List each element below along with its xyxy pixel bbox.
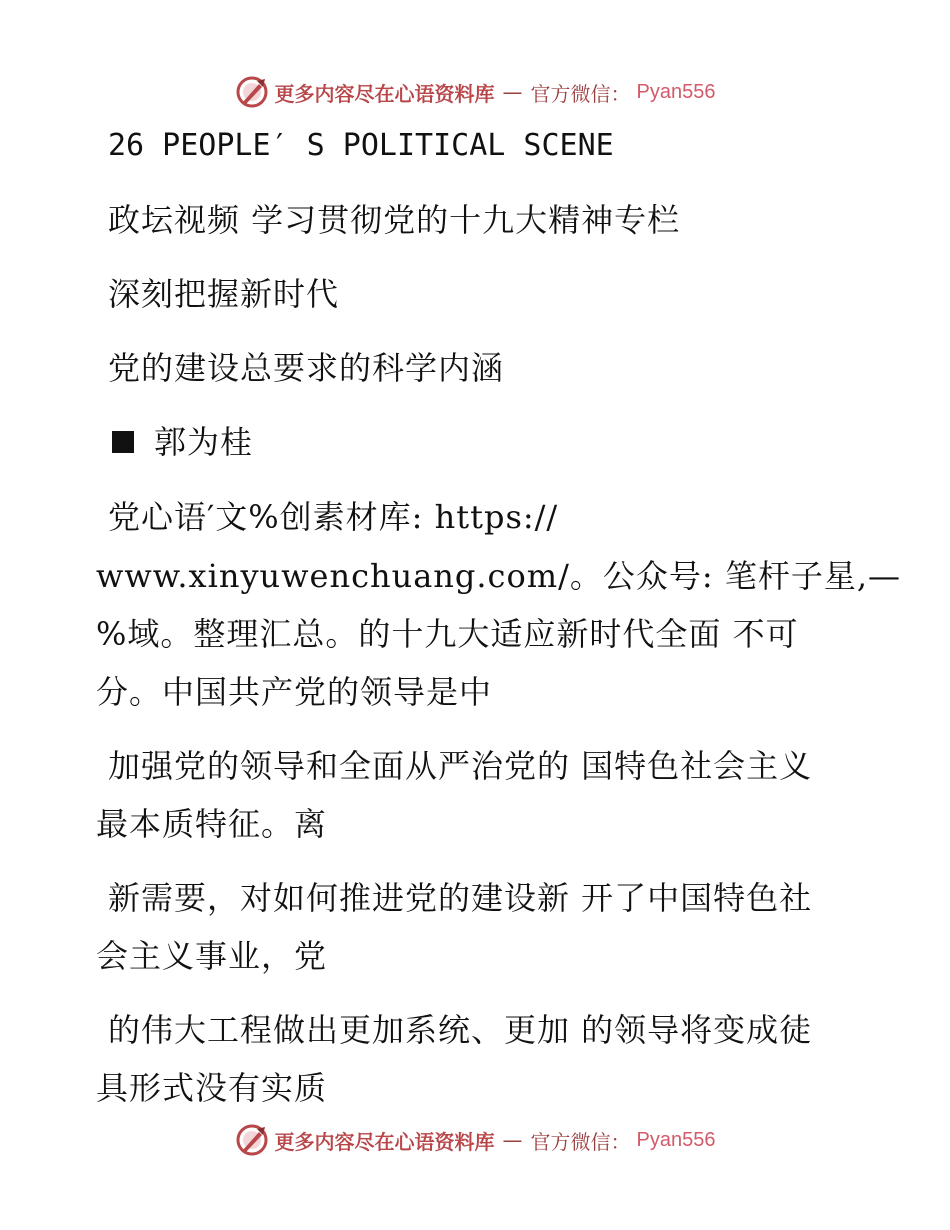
- quill-pen-logo-icon: [235, 1123, 269, 1157]
- body-line-4: 分。中国共产党的领导是中: [96, 673, 493, 711]
- article-title-line-1: 深刻把握新时代: [108, 275, 340, 313]
- watermark-main-text: 更多内容尽在心语资料库: [274, 1129, 495, 1154]
- column-title: 政坛视频 学习贯彻党的十九大精神专栏: [108, 201, 681, 239]
- body-line-9: 的伟大工程做出更加系统、更加 的领导将变成徒: [108, 1011, 813, 1049]
- body-line-3: %域。整理汇总。的十九大适应新时代全面 不可: [96, 615, 799, 653]
- watermark-wechat-label: 官方微信：: [530, 1129, 631, 1154]
- black-square-bullet-icon: [112, 431, 134, 453]
- body-line-10: 具形式没有实质: [96, 1069, 328, 1107]
- body-line-5: 加强党的领导和全面从严治党的 国特色社会主义: [108, 747, 813, 785]
- article-title-line-2: 党的建设总要求的科学内涵: [108, 349, 505, 387]
- watermark-dash: —: [502, 80, 523, 104]
- bottom-watermark-banner: [0, 1120, 950, 1160]
- watermark-wechat-label: 官方微信：: [530, 81, 631, 106]
- body-line-8: 会主义事业，党: [96, 937, 328, 975]
- watermark-main-text: 更多内容尽在心语资料库: [274, 81, 495, 106]
- watermark-wechat-handle: Pyan556: [636, 1128, 716, 1151]
- top-watermark-banner: [0, 72, 950, 112]
- author-line: [112, 422, 253, 462]
- author-name: 郭为桂: [154, 423, 254, 461]
- watermark-content: [235, 1123, 716, 1157]
- body-line-2: www.xinyuwenchuang.com/。公众号: 笔杆子星,—: [96, 557, 901, 595]
- body-line-6: 最本质特征。离: [96, 805, 328, 843]
- watermark-dash: —: [502, 1128, 523, 1152]
- body-line-7: 新需要，对如何推进党的建设新 开了中国特色社: [108, 879, 813, 917]
- body-line-1: 党心语′文%创素材库: https://: [108, 498, 559, 536]
- watermark-wechat-handle: Pyan556: [636, 80, 716, 103]
- watermark-content: [235, 75, 716, 109]
- quill-pen-logo-icon: [235, 75, 269, 109]
- magazine-header: 26 PEOPLE′ S POLITICAL SCENE: [108, 128, 614, 163]
